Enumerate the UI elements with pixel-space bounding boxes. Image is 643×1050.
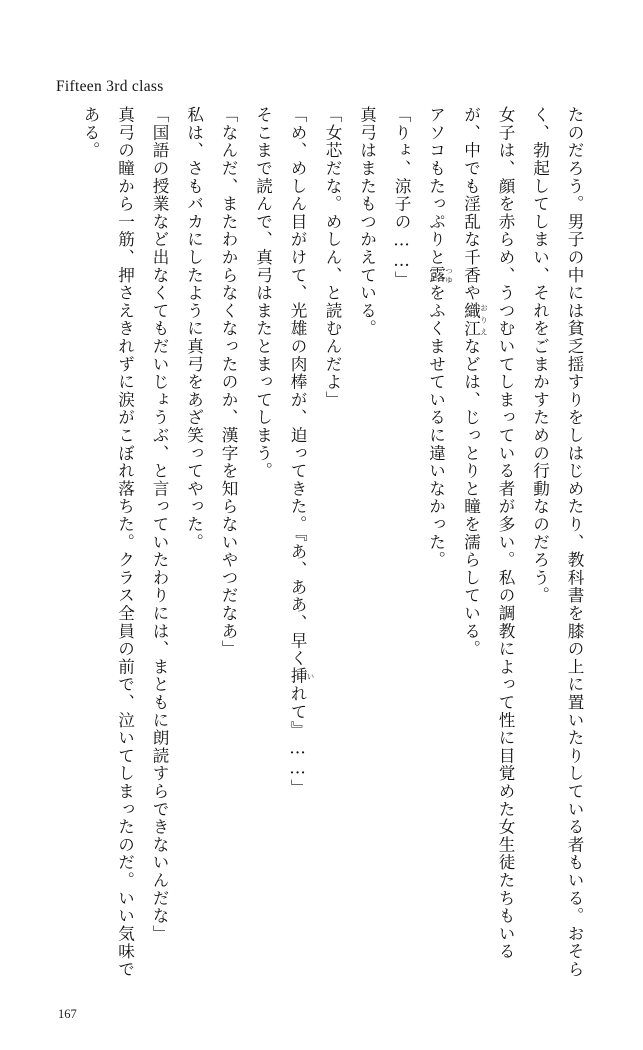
paragraph: アソコもたっぷりと露 つゆをふくませているに違いなかった。 [426,106,454,569]
paragraph: 真弓はまたもつかえている。 [357,106,377,338]
ruby-annotation: 露 つゆ [426,266,454,285]
running-head: Fifteen 3rd class [56,78,164,95]
paragraph [453,106,522,986]
paragraph-text: 女子は、顔を赤らめ、うつむいてしまっている者が多い。私の調教によって性に目覚めた女生徒たちもいるが、中でも淫乱な千香や織江 おりえなどは、じっとりと瞳を濡らしている。 [461,106,515,961]
paragraph: 「め、めしん目がけて、光雄の肉棒が、迫ってきた。『あ、ああ、早く挿 いれて』……」 [288,106,315,797]
ruby-reading: い [306,667,315,686]
paragraph: 「なんだ、またわからなくなったのか、漢字を知らないやつだなあ」 [219,106,238,658]
page-number: 167 [58,1007,77,1021]
ruby-reading: おりえ [479,301,489,338]
paragraph: 私は、さもバカにしたように真弓をあざ笑ってやった。 [184,106,204,551]
ruby-annotation: 織江 おりえ [461,301,489,338]
paragraph: そこまで読んで、真弓はまたとまってしまう。 [253,106,273,480]
ruby-reading: つゆ [444,266,454,285]
paragraph: たのだろう。男子の中には貧乏揺すりをしはじめたり、教科書を膝の上に置いたりしている者もいる。おそらく、勃起してしまい、それをごまかすための行動なのだろう。 [530,106,584,979]
body-text [78,106,591,986]
ruby-annotation: 挿 い [288,667,315,686]
paragraph: 「りょ、涼子の……」 [392,106,411,289]
paragraph: 「女芯だな。めしん、と読むんだよ」 [323,106,342,409]
paragraph: 「国語の授業など出なくてもだいじょうぶ、と言っていたわりには、まともに朗読すらできないんだな」 [150,106,169,943]
paragraph: 真弓の瞳から一筋、押さえきれずに涙がこぼれ落ちた。クラス全員の前で、泣いてしまったのだ。いい気味である。 [81,106,135,979]
